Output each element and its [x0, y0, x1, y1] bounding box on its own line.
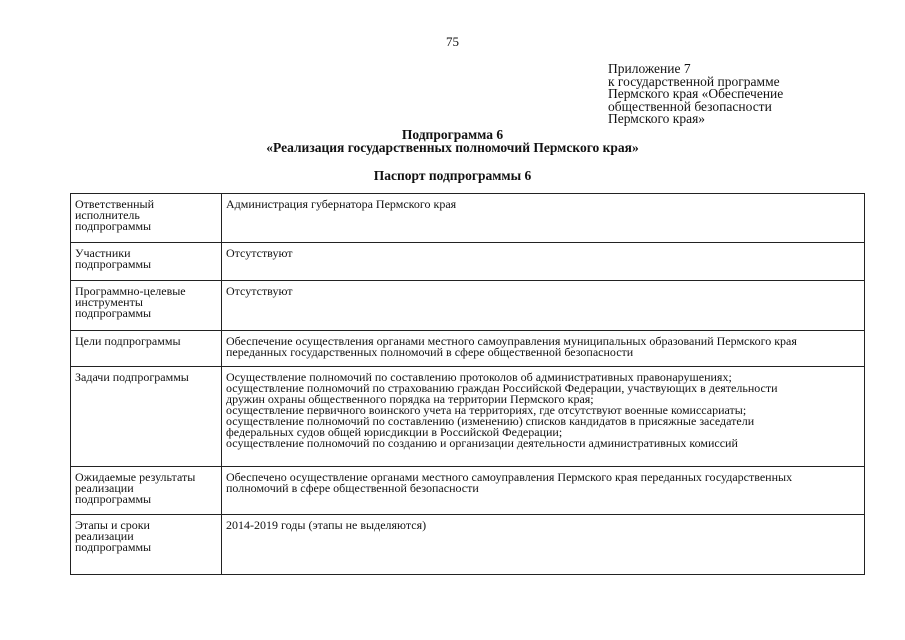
- appendix-line: к государственной программе: [608, 73, 780, 89]
- row-value-line: Администрация губернатора Пермского края: [226, 197, 457, 211]
- appendix-line: Пермского края»: [608, 111, 706, 126]
- row-value-line: дружин охраны общественного порядка на территории Пермского края;: [226, 392, 594, 406]
- row-value-line: Отсутствуют: [226, 284, 293, 298]
- subprogram-name: «Реализация государственных полномочий Пермского края»: [266, 140, 639, 155]
- row-label-line: подпрограммы: [75, 492, 152, 506]
- row-label-line: Ответственный: [75, 197, 155, 211]
- row-label-line: подпрограммы: [75, 257, 152, 271]
- row-value-line: осуществление полномочий по составлению (изменению) списков кандидатов в присяжные заседатели: [226, 414, 755, 428]
- row-value-line: осуществление первичного воинского учета на территориях, где отсутствуют военные комиссариаты;: [226, 403, 747, 417]
- passport-table: [70, 193, 865, 575]
- row-label-line: подпрограммы: [75, 219, 152, 233]
- table-row: [71, 243, 865, 281]
- row-value: [222, 281, 865, 331]
- appendix-line: общественной безопасности: [608, 98, 772, 114]
- row-label-line: Этапы и сроки: [75, 518, 150, 532]
- row-label-line: подпрограммы: [75, 540, 152, 554]
- row-label-line: реализации: [75, 481, 134, 495]
- row-label-line: Ожидаемые результаты: [75, 470, 196, 484]
- table-row: [71, 515, 865, 575]
- row-value-line: 2014-2019 годы (этапы не выделяются): [226, 518, 427, 532]
- passport-title: Паспорт подпрограммы 6: [373, 168, 532, 183]
- row-value-line: Отсутствуют: [226, 246, 293, 260]
- appendix-line: Пермского края «Обеспечение: [608, 86, 784, 101]
- row-value: [222, 243, 865, 281]
- row-label-line: исполнитель: [75, 208, 140, 222]
- row-value: [222, 331, 865, 367]
- row-value: [222, 194, 865, 243]
- row-label: [71, 515, 222, 575]
- table-row: [71, 331, 865, 367]
- table-row: [71, 194, 865, 243]
- page-number: 75: [446, 34, 459, 49]
- row-label-line: реализации: [75, 529, 134, 543]
- row-value-line: Осуществление полномочий по составлению протоколов об административных правонарушениях;: [226, 370, 732, 384]
- row-value: [222, 467, 865, 515]
- row-label: [71, 367, 222, 467]
- row-label-line: подпрограммы: [75, 306, 152, 320]
- row-label-line: Цели подпрограммы: [75, 334, 181, 348]
- row-value: [222, 367, 865, 467]
- row-value-line: переданных государственных полномочий в сфере общественной безопасности: [226, 345, 634, 359]
- row-label-line: Участники: [75, 246, 131, 260]
- table-row: [71, 281, 865, 331]
- subprogram-title: [0, 128, 905, 154]
- appendix-line: Приложение 7: [608, 61, 691, 76]
- row-label-line: Задачи подпрограммы: [75, 370, 189, 384]
- row-value-line: Обеспечение осуществления органами местного самоуправления муниципальных образований Пермского края: [226, 334, 797, 348]
- table-row: [71, 467, 865, 515]
- row-label: [71, 281, 222, 331]
- row-value-line: полномочий в сфере общественной безопасности: [226, 481, 479, 495]
- row-label: [71, 331, 222, 367]
- row-value-line: осуществление полномочий по созданию и организации деятельности административных комиссий: [226, 436, 738, 450]
- row-value: [222, 515, 865, 575]
- row-label: [71, 194, 222, 243]
- row-label: [71, 243, 222, 281]
- table-row: [71, 367, 865, 467]
- row-label-line: инструменты: [75, 295, 143, 309]
- row-value-line: федеральных судов общей юрисдикции в Российской Федерации;: [226, 425, 563, 439]
- appendix-note: [608, 63, 838, 126]
- row-value-line: Обеспечено осуществление органами местного самоуправления Пермского края переданных государственных: [226, 470, 793, 484]
- row-value-line: осуществление полномочий по страхованию граждан Российской Федерации, участвующих в деятельности: [226, 381, 778, 395]
- row-label: [71, 467, 222, 515]
- row-label-line: Программно-целевые: [75, 284, 186, 298]
- subprogram-number: Подпрограмма 6: [401, 127, 504, 142]
